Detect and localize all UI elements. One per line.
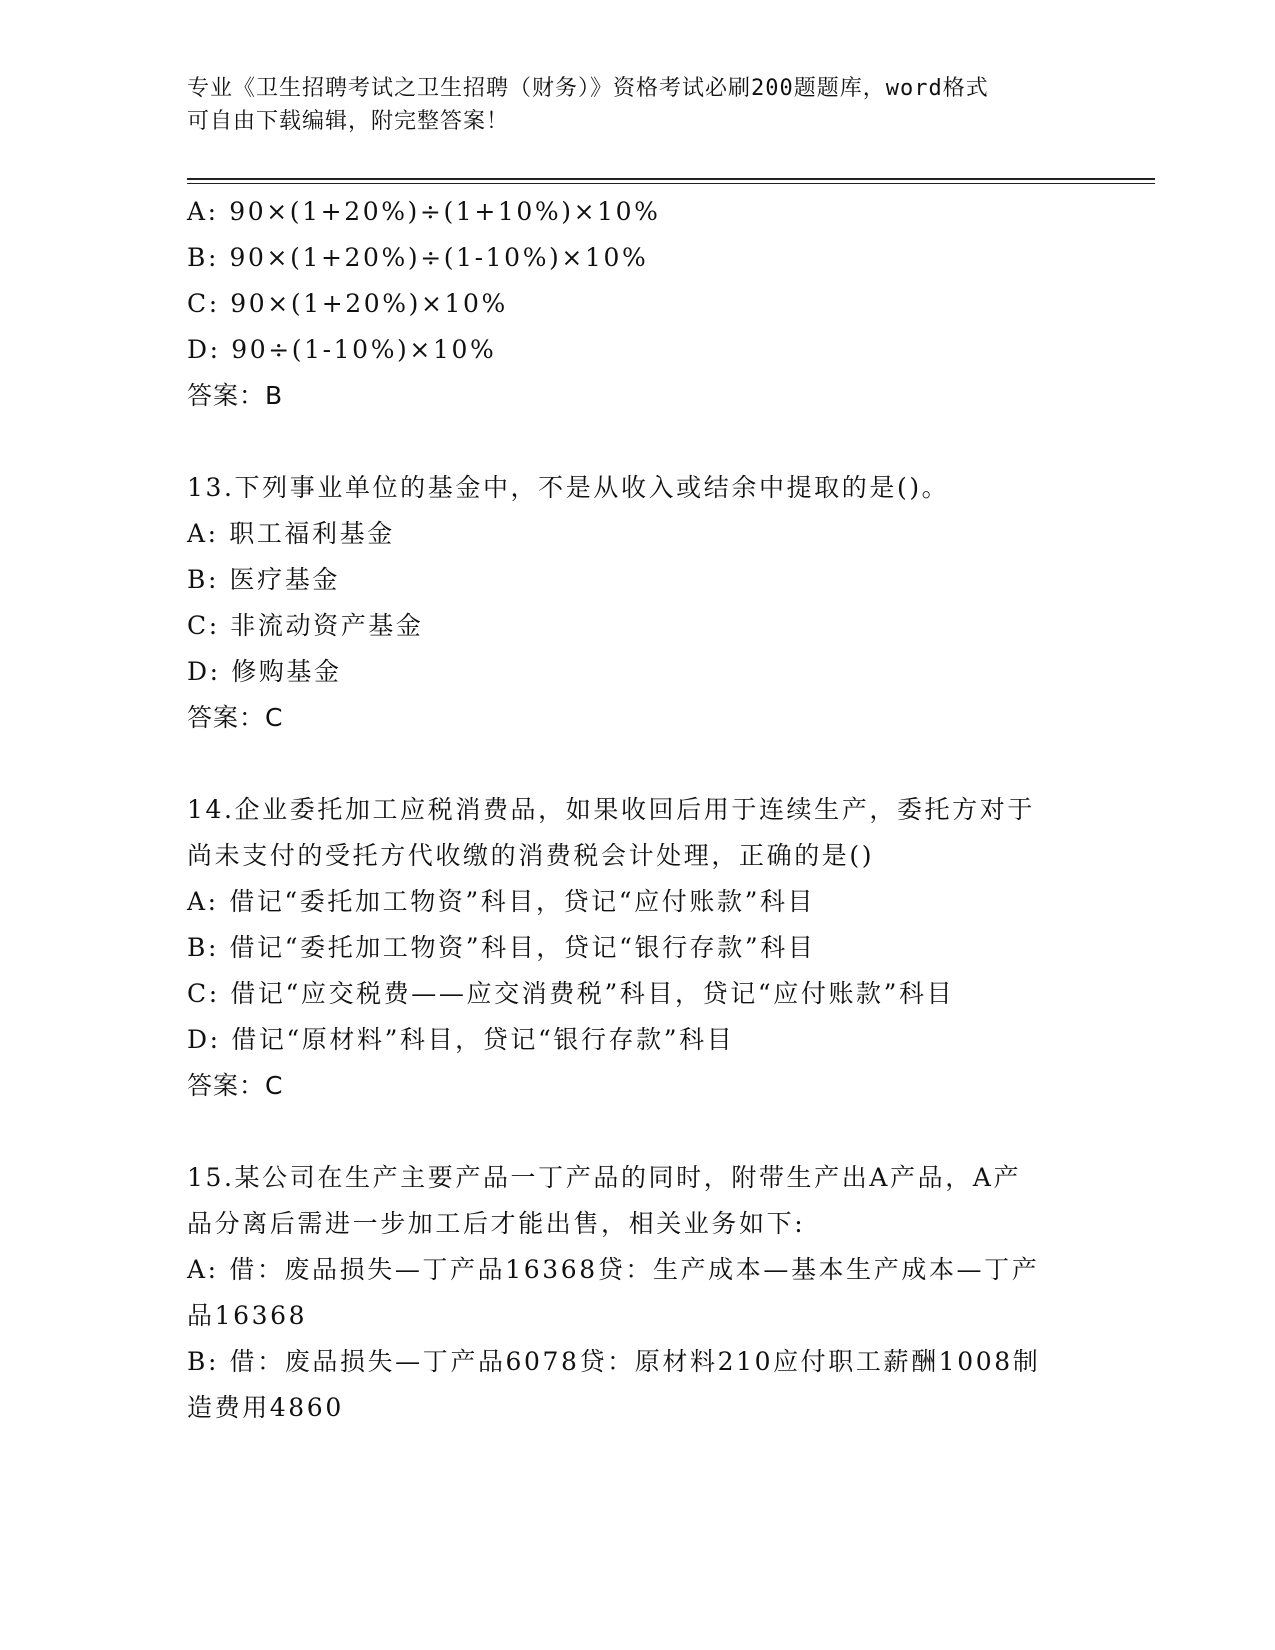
option-a: A: 职工福利基金	[187, 519, 395, 548]
header-divider-thin	[187, 183, 1155, 184]
question-13	[187, 465, 1087, 741]
document-header	[187, 72, 1067, 138]
option-b: B: 借记“委托加工物资”科目，贷记“银行存款”科目	[187, 933, 816, 962]
question-14	[187, 787, 1087, 1109]
question-content	[187, 189, 1087, 1431]
header-line-1: 专业《卫生招聘考试之卫生招聘（财务）》资格考试必刷200题题库，word格式	[187, 76, 989, 101]
option-b-line-2: 造费用4860	[187, 1393, 344, 1422]
answer: 答案：C	[187, 703, 284, 732]
question-15	[187, 1155, 1087, 1431]
question-12	[187, 189, 1087, 419]
option-c: C: 借记“应交税费——应交消费税”科目，贷记“应付账款”科目	[187, 979, 955, 1008]
option-c: C: 90×(1+20%)×10%	[187, 289, 508, 318]
option-d: D: 90÷(1-10%)×10%	[187, 335, 497, 364]
option-b: B: 90×(1+20%)÷(1-10%)×10%	[187, 243, 649, 272]
option-d: D: 修购基金	[187, 657, 342, 686]
spacer	[187, 419, 1087, 465]
question-stem-line-2: 尚未支付的受托方代收缴的消费税会计处理，正确的是()	[187, 841, 875, 870]
answer: 答案：B	[187, 381, 284, 410]
spacer	[187, 1109, 1087, 1155]
spacer	[187, 741, 1087, 787]
option-a: A: 90×(1+20%)÷(1+10%)×10%	[187, 197, 661, 226]
option-a: A: 借记“委托加工物资”科目，贷记“应付账款”科目	[187, 887, 816, 916]
option-a-line-2: 品16368	[187, 1301, 308, 1330]
option-a-line-1: A: 借：废品损失—丁产品16368贷：生产成本—基本生产成本—丁产	[187, 1255, 1040, 1284]
answer: 答案：C	[187, 1071, 284, 1100]
question-stem-line-2: 品分离后需进一步加工后才能出售，相关业务如下:	[187, 1209, 806, 1238]
header-line-2: 可自由下载编辑，附完整答案！	[187, 109, 510, 134]
option-b-line-1: B: 借：废品损失—丁产品6078贷：原材料210应付职工薪酬1008制	[187, 1347, 1041, 1376]
question-stem: 13.下列事业单位的基金中，不是从收入或结余中提取的是()。	[187, 473, 950, 502]
option-c: C: 非流动资产基金	[187, 611, 424, 640]
question-stem-line-1: 14.企业委托加工应税消费品，如果收回后用于连续生产，委托方对于	[187, 795, 1035, 824]
question-stem-line-1: 15.某公司在生产主要产品一丁产品的同时，附带生产出A产品，A产	[187, 1163, 1022, 1192]
option-b: B: 医疗基金	[187, 565, 340, 594]
option-d: D: 借记“原材料”科目，贷记“银行存款”科目	[187, 1025, 735, 1054]
header-divider-thick	[187, 178, 1155, 180]
